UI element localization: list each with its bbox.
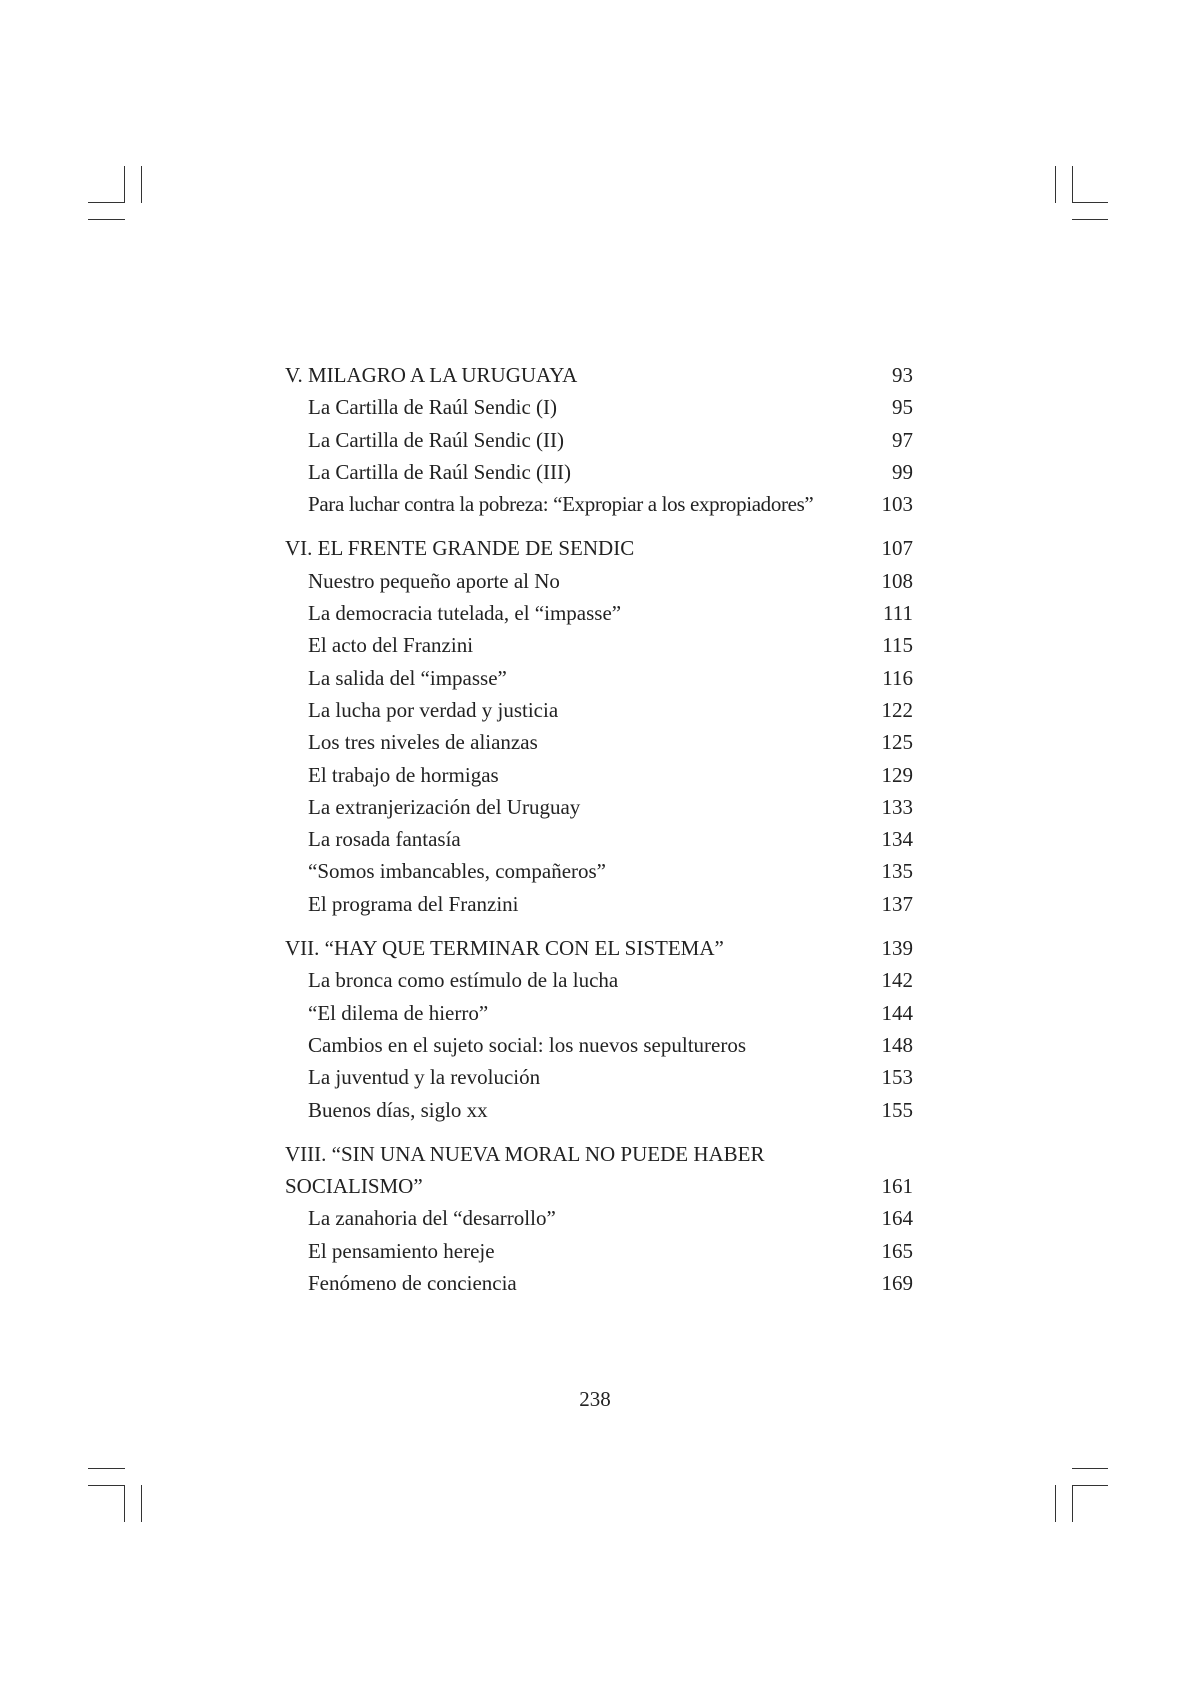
toc-page-number: 144: [881, 1000, 913, 1025]
table-of-contents: [285, 359, 913, 1299]
toc-section: [285, 597, 913, 629]
toc-page-number: 95: [892, 395, 913, 420]
toc-section-title: Para luchar contra la pobreza: “Expropiar a los expropiadores”: [308, 492, 814, 517]
toc-page-number: 139: [881, 936, 913, 961]
toc-page-number: 164: [881, 1206, 913, 1231]
toc-section: [285, 456, 913, 488]
crop-mark: [88, 202, 125, 203]
crop-mark: [88, 219, 125, 220]
toc-section-title: La democracia tutelada, el “impasse”: [308, 601, 622, 626]
toc-page-number: 103: [881, 492, 913, 517]
toc-chapter-title: V. MILAGRO A LA URUGUAYA: [285, 363, 578, 387]
toc-section-title: La juventud y la revolución: [308, 1065, 541, 1090]
toc-section-title: La Cartilla de Raúl Sendic (II): [308, 427, 564, 452]
toc-section-title: Los tres niveles de alianzas: [308, 730, 538, 755]
toc-page-number: 135: [881, 859, 913, 884]
crop-mark: [1072, 219, 1108, 220]
crop-mark: [1072, 1485, 1073, 1522]
toc-page-number: 161: [881, 1174, 913, 1199]
toc-section-title: El programa del Franzini: [308, 891, 519, 916]
toc-section-title: Nuestro pequeño aporte al No: [308, 568, 560, 593]
crop-mark: [1072, 1468, 1108, 1469]
toc-section-title: La rosada fantasía: [308, 827, 461, 852]
toc-page-number: 108: [881, 568, 913, 593]
toc-section-title: La bronca como estímulo de la lucha: [308, 968, 619, 993]
toc-chapter-title: VII. “HAY QUE TERMINAR CON EL SISTEMA”: [285, 936, 724, 961]
toc-section: [285, 1029, 913, 1061]
toc-section: [285, 391, 913, 423]
crop-mark: [141, 1485, 142, 1522]
toc-page-number: 115: [882, 633, 913, 658]
toc-section: [285, 565, 913, 597]
toc-section-title: La salida del “impasse”: [308, 665, 507, 690]
toc-page-number: 153: [881, 1065, 913, 1090]
crop-mark: [124, 166, 125, 203]
crop-mark: [88, 1468, 125, 1469]
toc-page-number: 111: [883, 601, 913, 626]
toc-page-number: 125: [881, 730, 913, 755]
crop-mark: [141, 166, 142, 203]
toc-chapter: [285, 932, 913, 964]
toc-page-number: 93: [892, 363, 913, 387]
toc-page-number: 155: [881, 1097, 913, 1122]
toc-section: [285, 1235, 913, 1267]
toc-section: [285, 997, 913, 1029]
toc-page-number: 148: [881, 1032, 913, 1057]
toc-page-number: 99: [892, 459, 913, 484]
toc-page-number: 165: [881, 1238, 913, 1263]
toc-section-title: La Cartilla de Raúl Sendic (I): [308, 395, 557, 420]
crop-mark: [1072, 1485, 1108, 1486]
toc-section: [285, 759, 913, 791]
toc-section-title: La zanahoria del “desarrollo”: [308, 1206, 556, 1231]
crop-mark: [1072, 202, 1108, 203]
toc-page-number: 142: [881, 968, 913, 993]
toc-section-title: La extranjerización del Uruguay: [308, 794, 581, 819]
toc-chapter: [285, 1138, 913, 1203]
toc-section-title: “Somos imbancables, compañeros”: [308, 859, 606, 884]
toc-section: [285, 424, 913, 456]
toc-section-title: El acto del Franzini: [308, 633, 474, 658]
toc-section-title: Buenos días, siglo xx: [308, 1097, 488, 1122]
toc-page-number: 129: [881, 762, 913, 787]
crop-mark: [1055, 166, 1056, 203]
toc-section: [285, 488, 913, 520]
toc-page-number: 122: [881, 697, 913, 722]
toc-chapter: [285, 359, 913, 391]
toc-chapter-title-continued: [285, 1170, 913, 1202]
toc-section: [285, 791, 913, 823]
toc-section-title: “El dilema de hierro”: [308, 1000, 489, 1025]
crop-mark: [124, 1485, 125, 1522]
toc-section: [285, 694, 913, 726]
toc-section: [285, 823, 913, 855]
toc-page-number: 107: [881, 536, 913, 561]
toc-page-number: 137: [881, 891, 913, 916]
toc-chapter-title: SOCIALISMO”: [285, 1174, 423, 1199]
toc-section: [285, 629, 913, 661]
toc-page-number: 134: [881, 827, 913, 852]
toc-section: [285, 1094, 913, 1126]
toc-chapter-title: VI. EL FRENTE GRANDE DE SENDIC: [285, 536, 635, 561]
toc-section: [285, 662, 913, 694]
toc-section-title: El pensamiento hereje: [308, 1238, 495, 1263]
toc-page-number: 133: [881, 794, 913, 819]
page-number: 238: [579, 1387, 611, 1411]
toc-section: [285, 855, 913, 887]
toc-section-title: Cambios en el sujeto social: los nuevos sepultureros: [308, 1032, 747, 1057]
crop-mark: [1072, 166, 1073, 203]
toc-section: [285, 888, 913, 920]
toc-page-number: 169: [881, 1271, 913, 1296]
toc-section: [285, 1061, 913, 1093]
toc-chapter: [285, 532, 913, 564]
toc-section: [285, 1202, 913, 1234]
toc-section: [285, 726, 913, 758]
crop-mark: [88, 1485, 125, 1486]
toc-section-title: La Cartilla de Raúl Sendic (III): [308, 459, 571, 484]
toc-section-title: El trabajo de hormigas: [308, 762, 499, 787]
crop-mark: [1055, 1485, 1056, 1522]
toc-section-title: La lucha por verdad y justicia: [308, 697, 559, 722]
toc-chapter-title: VIII. “SIN UNA NUEVA MORAL NO PUEDE HABER: [285, 1141, 765, 1166]
toc-page-number: 116: [882, 665, 913, 690]
toc-section: [285, 964, 913, 996]
toc-section: [285, 1267, 913, 1299]
toc-section-title: Fenómeno de conciencia: [308, 1271, 517, 1296]
toc-page-number: 97: [892, 427, 913, 452]
